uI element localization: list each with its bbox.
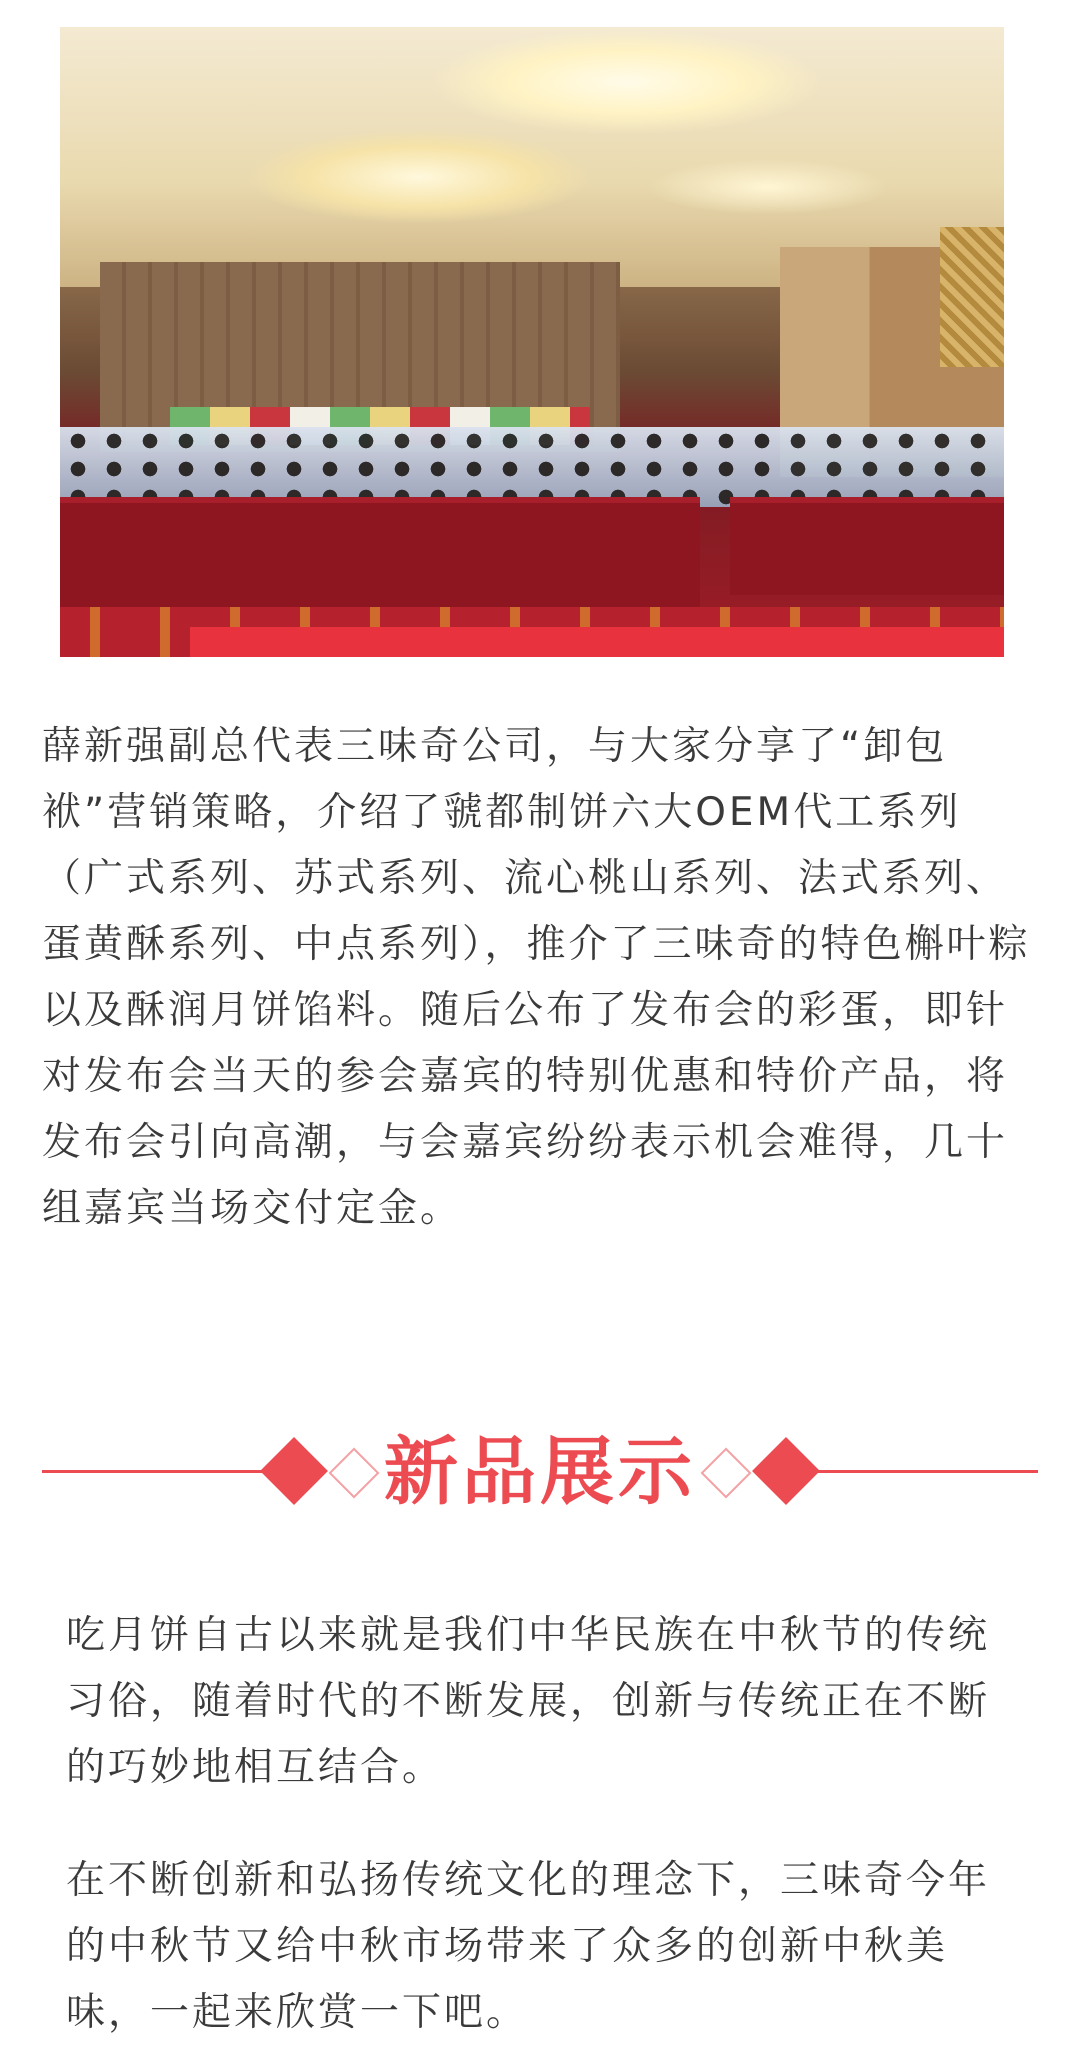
red-table bbox=[730, 497, 1004, 595]
lattice-screen bbox=[940, 227, 1004, 367]
red-table bbox=[60, 497, 700, 617]
section-title: 新品展示 bbox=[384, 1429, 696, 1515]
innovation-paragraph: 在不断创新和弘扬传统文化的理念下，三味奇今年的中秋节又给中秋市场带来了众多的创新中秋美味，一起来欣赏一下吧。 bbox=[66, 1858, 991, 2035]
conference-hall-photo bbox=[60, 27, 1004, 657]
tradition-paragraph: 吃月饼自古以来就是我们中华民族在中秋节的传统习俗，随着时代的不断发展，创新与传统正在不断的巧妙地相互结合。 bbox=[66, 1613, 991, 1790]
audience bbox=[60, 427, 1004, 507]
intro-paragraph: 薛新强副总代表三味奇公司，与大家分享了“卸包袱”营销策略，介绍了虢都制饼六大OEM代工系列（广式系列、苏式系列、流心桃山系列、法式系列、蛋黄酥系列、中点系列），推介了三味奇的特色槲叶粽以及酥润月饼馅料。随后公布了发布会的彩蛋，即针对发布会当天的参会嘉宾的特别优惠和特价产品，将发布会引向高潮，与会嘉宾纷纷表示机会难得，几十组嘉宾当场交付定金。 bbox=[42, 724, 1031, 1231]
red-carpet-runner bbox=[190, 627, 1004, 657]
heading-rule-right bbox=[808, 1470, 1038, 1473]
section-heading bbox=[42, 1422, 1038, 1522]
